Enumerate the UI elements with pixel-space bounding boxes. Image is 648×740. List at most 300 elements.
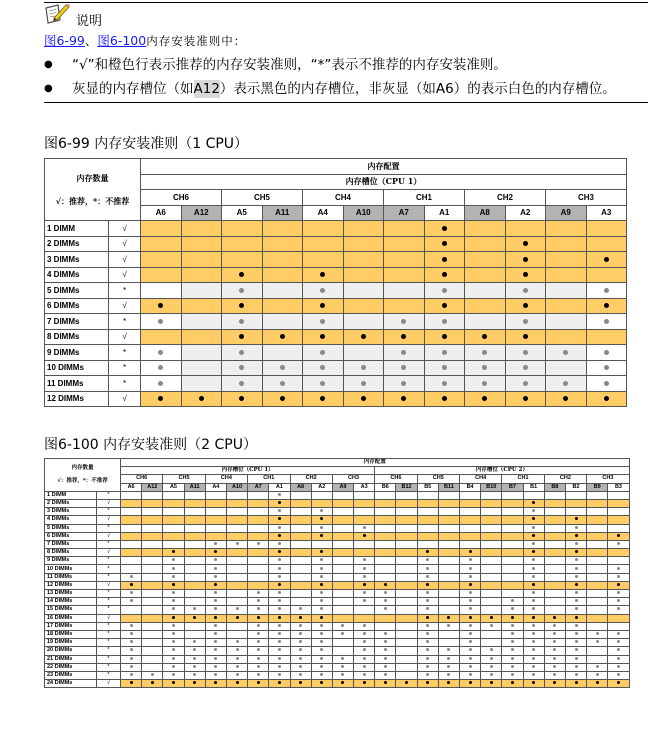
slot-cell: [163, 663, 184, 671]
dimm-dot-icon: [320, 583, 323, 586]
dimm-dot-icon: [532, 640, 535, 643]
recommendation-mark: *: [97, 606, 121, 614]
slot-header: A7: [248, 483, 269, 491]
dimm-dot-icon: [426, 567, 429, 570]
slot-cell: [465, 314, 506, 330]
slot-cell: [163, 639, 184, 647]
slot-cell: [311, 663, 332, 671]
slot-cell: [465, 221, 506, 237]
slot-cell: [311, 524, 332, 532]
slot-cell: [544, 614, 565, 622]
slot-cell: [417, 598, 438, 606]
link-fig-6-99[interactable]: 图6-99: [44, 33, 85, 48]
dimm-dot-icon: [320, 567, 323, 570]
slot-cell: [184, 630, 205, 638]
dimm-dot-icon: [236, 616, 239, 619]
slot-cell: [269, 590, 290, 598]
slot-cell: [481, 671, 502, 679]
slot-cell: [502, 532, 523, 540]
dimm-dot-icon: [523, 396, 528, 401]
recommendation-mark: *: [97, 491, 121, 499]
dimm-dot-icon: [523, 272, 528, 277]
dimm-dot-icon: [172, 607, 175, 610]
slot-cell: [332, 491, 353, 499]
slot-cell: [332, 557, 353, 565]
slot-cell: [565, 655, 586, 663]
dimm-count-label: 16 DIMMs: [45, 614, 97, 622]
dimm-count-label: 9 DIMMs: [45, 557, 97, 565]
dimm-dot-icon: [341, 673, 344, 676]
dimm-dot-icon: [151, 681, 154, 684]
slot-cell: [523, 630, 544, 638]
cpu-header: 内存槽位（CPU 1）: [141, 174, 627, 190]
slot-cell: [311, 647, 332, 655]
slot-cell: [142, 540, 163, 548]
slot-cell: [565, 491, 586, 499]
slot-cell: [460, 630, 481, 638]
slot-cell: [608, 671, 629, 679]
slot-cell: [396, 532, 417, 540]
channel-header: CH6: [375, 475, 417, 483]
dimm-count-label: 7 DIMMs: [45, 314, 109, 330]
dimm-dot-icon: [214, 550, 217, 553]
channel-header: CH3: [332, 475, 374, 483]
slot-cell: [332, 630, 353, 638]
dimm-dot-icon: [469, 607, 472, 610]
dimm-dot-icon: [442, 350, 447, 355]
dimm-dot-icon: [617, 583, 620, 586]
slot-cell: [290, 622, 311, 630]
slot-cell: [205, 622, 226, 630]
slot-cell: [544, 590, 565, 598]
slot-cell: [384, 360, 425, 376]
slot-cell: [205, 614, 226, 622]
recommendation-mark: *: [97, 598, 121, 606]
dimm-dot-icon: [193, 607, 196, 610]
slot-cell: [222, 329, 263, 345]
separator: 、: [84, 33, 98, 48]
slot-cell: [121, 557, 142, 565]
table-row: [45, 298, 627, 314]
slot-cell: [438, 622, 459, 630]
slot-header: A5: [163, 483, 184, 491]
channel-header: CH1: [384, 190, 465, 206]
slot-header: A6: [121, 483, 142, 491]
dimm-dot-icon: [596, 673, 599, 676]
slot-cell: [608, 491, 629, 499]
slot-cell: [269, 573, 290, 581]
channel-header-row: [45, 475, 630, 483]
dimm-dot-icon: [532, 517, 535, 520]
dimm-dot-icon: [278, 501, 281, 504]
slot-cell: [546, 329, 587, 345]
slot-cell: [424, 314, 465, 330]
dimm-dot-icon: [575, 657, 578, 660]
slot-cell: [505, 298, 546, 314]
slot-cell: [502, 557, 523, 565]
slot-cell: [375, 524, 396, 532]
table-row: [45, 647, 630, 655]
recommendation-mark: √: [97, 532, 121, 540]
dimm-dot-icon: [299, 681, 302, 684]
link-fig-6-100[interactable]: 图6-100: [97, 33, 147, 48]
slot-cell: [226, 524, 247, 532]
dimm-dot-icon: [426, 607, 429, 610]
slot-cell: [163, 630, 184, 638]
table-row: [45, 499, 630, 507]
dimm-dot-icon: [363, 558, 366, 561]
slot-cell: [396, 647, 417, 655]
slot-cell: [587, 549, 608, 557]
dimm-dot-icon: [172, 648, 175, 651]
slot-cell: [608, 516, 629, 524]
dimm-dot-icon: [442, 241, 447, 246]
slot-cell: [424, 252, 465, 268]
slot-cell: [290, 614, 311, 622]
slot-cell: [141, 345, 182, 361]
slot-cell: [544, 647, 565, 655]
slot-cell: [184, 524, 205, 532]
slot-cell: [608, 499, 629, 507]
dimm-dot-icon: [158, 350, 163, 355]
table-row: [45, 491, 630, 499]
slot-cell: [262, 252, 303, 268]
highlighted-slot: A12: [193, 81, 220, 97]
slot-cell: [354, 622, 375, 630]
slot-cell: [121, 590, 142, 598]
dimm-dot-icon: [172, 640, 175, 643]
recommendation-mark: *: [97, 508, 121, 516]
slot-cell: [396, 590, 417, 598]
dimm-dot-icon: [214, 681, 217, 684]
slot-cell: [505, 252, 546, 268]
slot-cell: [248, 606, 269, 614]
slot-cell: [608, 680, 629, 688]
slot-cell: [303, 252, 344, 268]
slot-header: B8: [544, 483, 565, 491]
slot-cell: [460, 590, 481, 598]
dimm-count-label: 5 DIMMs: [45, 283, 109, 299]
pencil-note-icon: [44, 2, 70, 30]
dimm-dot-icon: [236, 648, 239, 651]
dimm-dot-icon: [575, 673, 578, 676]
dimm-dot-icon: [320, 334, 325, 339]
slot-header: A1: [424, 205, 465, 221]
slot-cell: [544, 565, 565, 573]
slot-cell: [142, 622, 163, 630]
dimm-dot-icon: [320, 517, 323, 520]
slot-cell: [608, 598, 629, 606]
slot-cell: [460, 549, 481, 557]
slot-cell: [481, 639, 502, 647]
slot-cell: [248, 573, 269, 581]
dimm-dot-icon: [532, 526, 535, 529]
slot-cell: [248, 630, 269, 638]
slot-cell: [343, 376, 384, 392]
slot-cell: [523, 614, 544, 622]
slot-cell: [269, 524, 290, 532]
slot-cell: [205, 680, 226, 688]
dimm-dot-icon: [363, 673, 366, 676]
dimm-dot-icon: [361, 365, 366, 370]
slot-cell: [184, 598, 205, 606]
dimm-dot-icon: [299, 673, 302, 676]
dimm-dot-icon: [575, 607, 578, 610]
dimm-dot-icon: [511, 648, 514, 651]
dimm-dot-icon: [442, 365, 447, 370]
dimm-dot-icon: [553, 681, 556, 684]
slot-cell: [586, 314, 627, 330]
dimm-dot-icon: [214, 665, 217, 668]
slot-cell: [608, 590, 629, 598]
slot-cell: [502, 524, 523, 532]
slot-cell: [121, 680, 142, 688]
slot-cell: [222, 314, 263, 330]
slot-cell: [438, 606, 459, 614]
slot-cell: [121, 499, 142, 507]
slot-cell: [424, 298, 465, 314]
figure-title-6-99: 图6-99 内存安装准则（1 CPU）: [44, 136, 249, 152]
slot-cell: [384, 236, 425, 252]
dimm-dot-icon: [553, 657, 556, 660]
table-row: [45, 516, 630, 524]
dimm-dot-icon: [214, 616, 217, 619]
dimm-dot-icon: [341, 624, 344, 627]
dimm-dot-icon: [469, 583, 472, 586]
slot-cell: [544, 524, 565, 532]
dimm-dot-icon: [426, 640, 429, 643]
slot-cell: [587, 565, 608, 573]
slot-cell: [184, 549, 205, 557]
slot-header: B11: [438, 483, 459, 491]
dimm-dot-icon: [604, 303, 609, 308]
slot-cell: [502, 590, 523, 598]
table-row: [45, 671, 630, 679]
slot-cell: [586, 391, 627, 407]
dimm-count-label: 9 DIMMs: [45, 345, 109, 361]
slot-cell: [269, 671, 290, 679]
slot-cell: [248, 590, 269, 598]
slot-cell: [502, 671, 523, 679]
dimm-dot-icon: [511, 657, 514, 660]
dimm-count-label: 11 DIMMs: [45, 573, 97, 581]
slot-cell: [375, 647, 396, 655]
corner-header: [45, 159, 141, 221]
slot-cell: [121, 524, 142, 532]
slot-cell: [424, 376, 465, 392]
slot-cell: [375, 639, 396, 647]
dimm-dot-icon: [553, 665, 556, 668]
dimm-dot-icon: [257, 665, 260, 668]
dimm-dot-icon: [426, 648, 429, 651]
slot-cell: [184, 655, 205, 663]
slot-cell: [181, 236, 222, 252]
slot-header: A10: [343, 205, 384, 221]
dimm-dot-icon: [214, 542, 217, 545]
bottom-rule: [44, 102, 648, 103]
dimm-dot-icon: [426, 558, 429, 561]
slot-cell: [226, 581, 247, 589]
dimm-dot-icon: [617, 591, 620, 594]
slot-cell: [608, 565, 629, 573]
slot-cell: [587, 606, 608, 614]
slot-cell: [460, 647, 481, 655]
slot-cell: [332, 549, 353, 557]
dimm-dot-icon: [617, 567, 620, 570]
slot-cell: [396, 516, 417, 524]
note-intro: [44, 33, 246, 49]
slot-cell: [290, 680, 311, 688]
slot-cell: [424, 345, 465, 361]
dimm-dot-icon: [278, 526, 281, 529]
dimm-dot-icon: [401, 396, 406, 401]
dimm-dot-icon: [469, 575, 472, 578]
dimm-dot-icon: [320, 624, 323, 627]
slot-cell: [375, 581, 396, 589]
slot-cell: [608, 639, 629, 647]
recommendation-mark: *: [109, 360, 141, 376]
dimm-dot-icon: [278, 550, 281, 553]
slot-cell: [465, 267, 506, 283]
dimm-dot-icon: [617, 657, 620, 660]
slot-cell: [523, 557, 544, 565]
slot-cell: [544, 581, 565, 589]
slot-cell: [290, 639, 311, 647]
dimm-dot-icon: [172, 657, 175, 660]
table-row: [45, 639, 630, 647]
slot-cell: [523, 508, 544, 516]
slot-cell: [544, 499, 565, 507]
slot-cell: [586, 221, 627, 237]
slot-cell: [396, 524, 417, 532]
slot-cell: [226, 680, 247, 688]
slot-cell: [502, 573, 523, 581]
dimm-dot-icon: [447, 657, 450, 660]
dimm-dot-icon: [563, 381, 568, 386]
slot-cell: [608, 549, 629, 557]
slot-cell: [460, 581, 481, 589]
slot-cell: [248, 655, 269, 663]
slot-cell: [523, 565, 544, 573]
slot-cell: [587, 573, 608, 581]
dimm-dot-icon: [482, 365, 487, 370]
slot-cell: [396, 680, 417, 688]
dimm-dot-icon: [214, 575, 217, 578]
slot-cell: [248, 565, 269, 573]
recommendation-mark: *: [97, 590, 121, 598]
dimm-dot-icon: [523, 334, 528, 339]
slot-cell: [396, 508, 417, 516]
recommendation-mark: √: [109, 391, 141, 407]
config-header: 内存配置: [121, 459, 630, 467]
dimm-dot-icon: [469, 665, 472, 668]
dimm-dot-icon: [604, 350, 609, 355]
dimm-dot-icon: [442, 288, 447, 293]
slot-header: A6: [141, 205, 182, 221]
slot-cell: [417, 581, 438, 589]
slot-cell: [163, 680, 184, 688]
dimm-count-label: 10 DIMMs: [45, 360, 109, 376]
dimm-dot-icon: [172, 681, 175, 684]
cpu-header: 内存槽位（CPU 1）: [121, 467, 375, 475]
recommendation-mark: *: [97, 630, 121, 638]
dimm-dot-icon: [257, 607, 260, 610]
slot-cell: [438, 590, 459, 598]
slot-cell: [565, 524, 586, 532]
slot-cell: [544, 606, 565, 614]
slot-cell: [121, 581, 142, 589]
slot-cell: [417, 630, 438, 638]
dimm-dot-icon: [278, 493, 281, 496]
slot-cell: [438, 573, 459, 581]
slot-cell: [502, 680, 523, 688]
slot-cell: [303, 345, 344, 361]
slot-cell: [142, 491, 163, 499]
dimm-dot-icon: [239, 303, 244, 308]
dimm-count-label: 18 DIMMs: [45, 630, 97, 638]
slot-cell: [375, 540, 396, 548]
dimm-dot-icon: [130, 648, 133, 651]
slot-cell: [290, 630, 311, 638]
slot-cell: [205, 499, 226, 507]
slot-cell: [121, 647, 142, 655]
table-row: [45, 508, 630, 516]
slot-cell: [311, 532, 332, 540]
slot-cell: [311, 516, 332, 524]
slot-cell: [375, 499, 396, 507]
dimm-dot-icon: [442, 396, 447, 401]
dimm-dot-icon: [596, 640, 599, 643]
dimm-dot-icon: [280, 396, 285, 401]
table-row: [45, 391, 627, 407]
slot-cell: [269, 565, 290, 573]
dimm-dot-icon: [604, 396, 609, 401]
dimm-dot-icon: [523, 381, 528, 386]
dimm-dot-icon: [130, 632, 133, 635]
dimm-dot-icon: [575, 648, 578, 651]
slot-cell: [587, 614, 608, 622]
slot-cell: [290, 671, 311, 679]
slot-cell: [332, 639, 353, 647]
cpu-header-row: [45, 467, 630, 475]
slot-header: A5: [222, 205, 263, 221]
slot-cell: [343, 221, 384, 237]
slot-cell: [269, 655, 290, 663]
slot-cell: [502, 565, 523, 573]
slot-cell: [262, 360, 303, 376]
slot-cell: [460, 491, 481, 499]
slot-cell: [205, 639, 226, 647]
slot-cell: [121, 549, 142, 557]
slot-cell: [290, 557, 311, 565]
dimm-dot-icon: [320, 303, 325, 308]
dimm-dot-icon: [280, 381, 285, 386]
dimm-dot-icon: [130, 681, 133, 684]
slot-cell: [481, 680, 502, 688]
slot-cell: [205, 508, 226, 516]
slot-cell: [586, 298, 627, 314]
slot-cell: [424, 329, 465, 345]
dimm-dot-icon: [278, 673, 281, 676]
slot-cell: [460, 557, 481, 565]
slot-cell: [205, 540, 226, 548]
slot-cell: [269, 614, 290, 622]
slot-cell: [505, 221, 546, 237]
slot-cell: [396, 573, 417, 581]
dimm-dot-icon: [401, 334, 406, 339]
dimm-dot-icon: [532, 583, 535, 586]
channel-header: CH3: [546, 190, 627, 206]
